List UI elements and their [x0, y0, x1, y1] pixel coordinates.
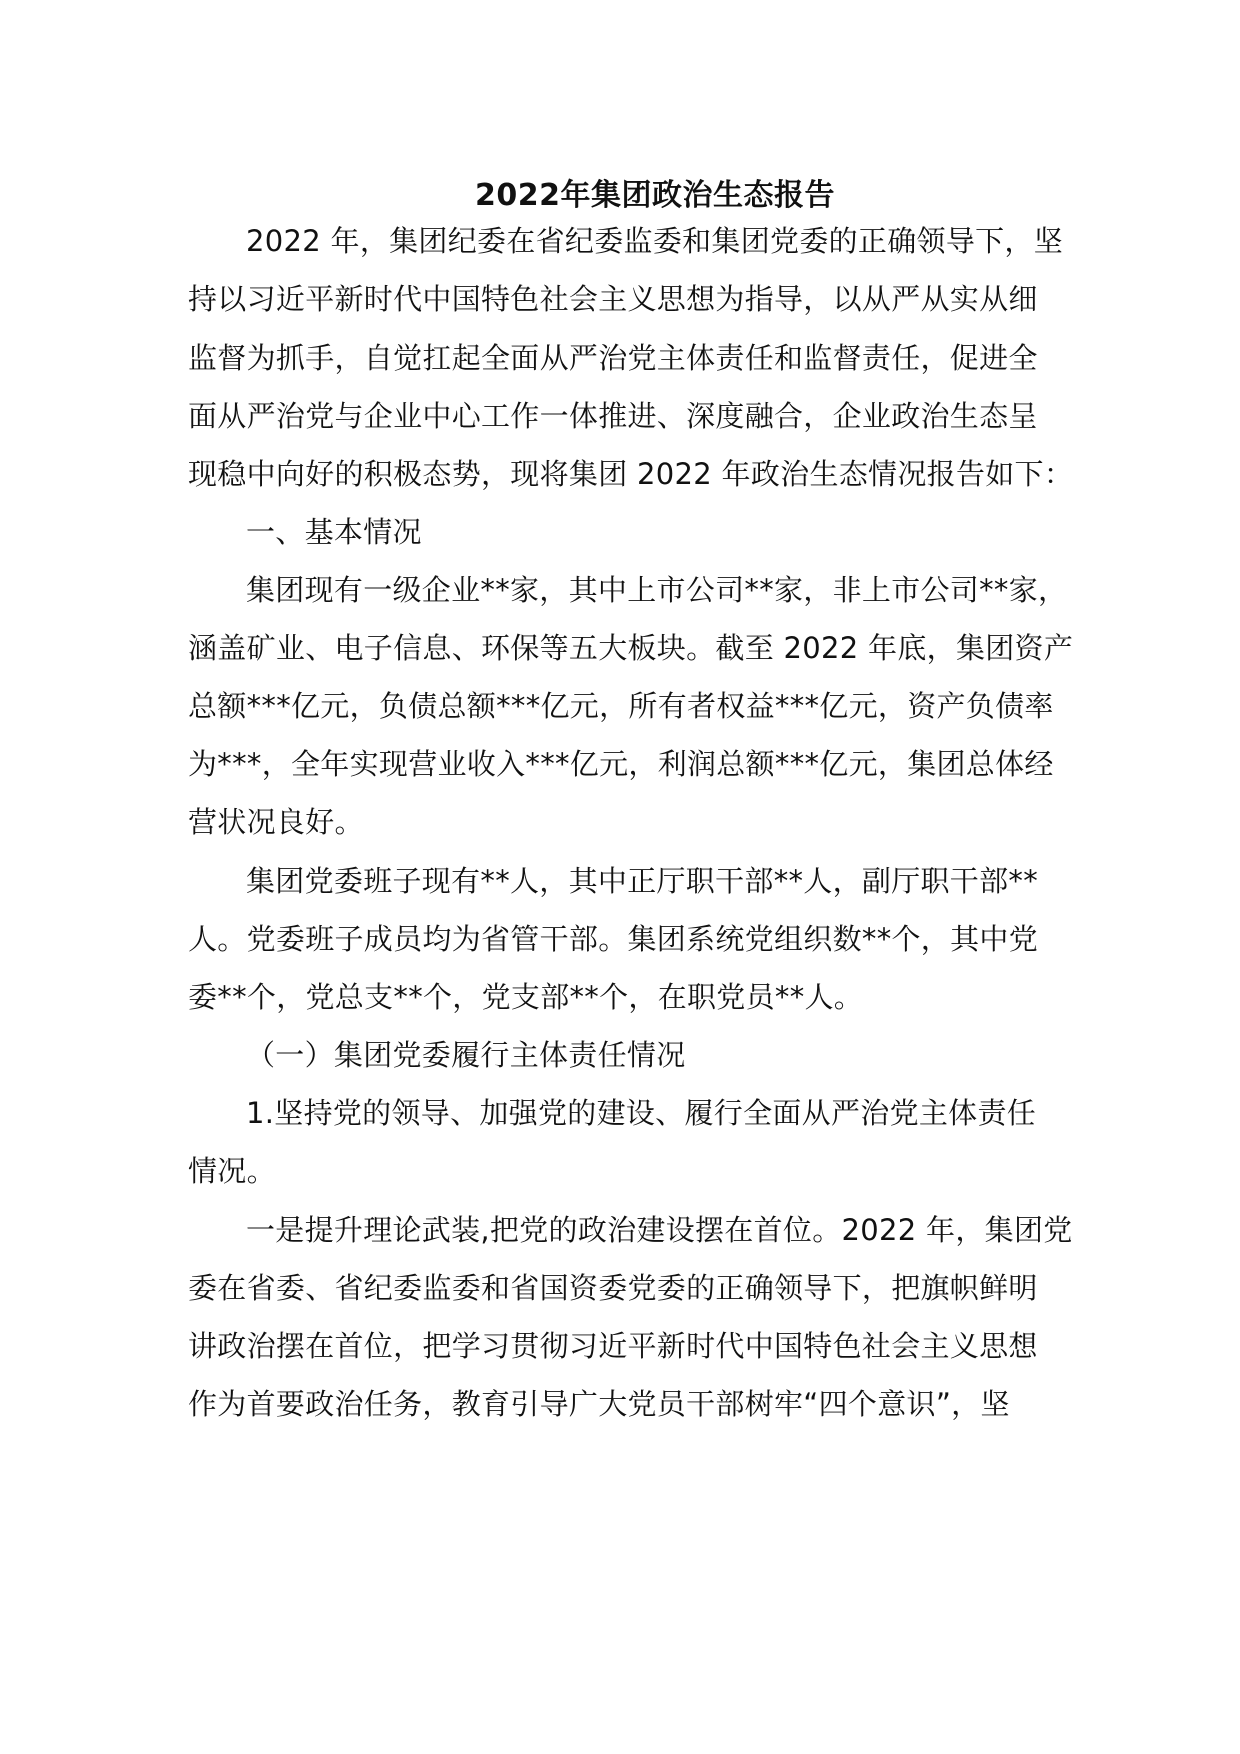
- paragraph-line: 为***，全年实现营业收入***亿元，利润总额***亿元，集团总体经: [188, 747, 1054, 781]
- paragraph-line: 讲政治摆在首位，把学习贯彻习近平新时代中国特色社会主义思想: [188, 1329, 1038, 1363]
- paragraph-line: 一是提升理论武装,把党的政治建设摆在首位。2022 年，集团党: [246, 1213, 1073, 1247]
- subsection-heading: （一）集团党委履行主体责任情况: [246, 1038, 686, 1072]
- paragraph-line: 总额***亿元，负债总额***亿元，所有者权益***亿元，资产负债率: [188, 689, 1054, 723]
- item-heading: 1.坚持党的领导、加强党的建设、履行全面从严治党主体责任: [246, 1096, 1037, 1130]
- section-heading: 一、基本情况: [246, 515, 422, 549]
- paragraph-line: 监督为抓手，自觉扛起全面从严治党主体责任和监督责任，促进全: [188, 341, 1038, 375]
- paragraph-line: 作为首要政治任务，教育引导广大党员干部树牢“四个意识”，坚: [188, 1387, 1010, 1421]
- paragraph-line: 委**个，党总支**个，党支部**个，在职党员**人。: [188, 980, 864, 1014]
- paragraph-line: 涵盖矿业、电子信息、环保等五大板块。截至 2022 年底，集团资产: [188, 631, 1074, 665]
- paragraph-line: 人。党委班子成员均为省管干部。集团系统党组织数**个，其中党: [188, 922, 1039, 956]
- paragraph-line: 面从严治党与企业中心工作一体推进、深度融合，企业政治生态呈: [188, 399, 1038, 433]
- paragraph-line: 2022 年，集团纪委在省纪委监委和集团党委的正确领导下，坚: [246, 224, 1064, 258]
- paragraph-line: 营状况良好。: [188, 805, 364, 839]
- paragraph-line: 委在省委、省纪委监委和省国资委党委的正确领导下，把旗帜鲜明: [188, 1271, 1038, 1305]
- item-heading: 情况。: [188, 1154, 276, 1188]
- document-title: 2022年集团政治生态报告: [475, 178, 835, 213]
- paragraph-line: 现稳中向好的积极态势，现将集团 2022 年政治生态情况报告如下：: [188, 457, 1074, 491]
- paragraph-line: 集团现有一级企业**家，其中上市公司**家，非上市公司**家，: [246, 573, 1068, 607]
- paragraph-line: 持以习近平新时代中国特色社会主义思想为指导，以从严从实从细: [188, 282, 1038, 316]
- paragraph-line: 集团党委班子现有**人，其中正厅职干部**人，副厅职干部**: [246, 864, 1039, 898]
